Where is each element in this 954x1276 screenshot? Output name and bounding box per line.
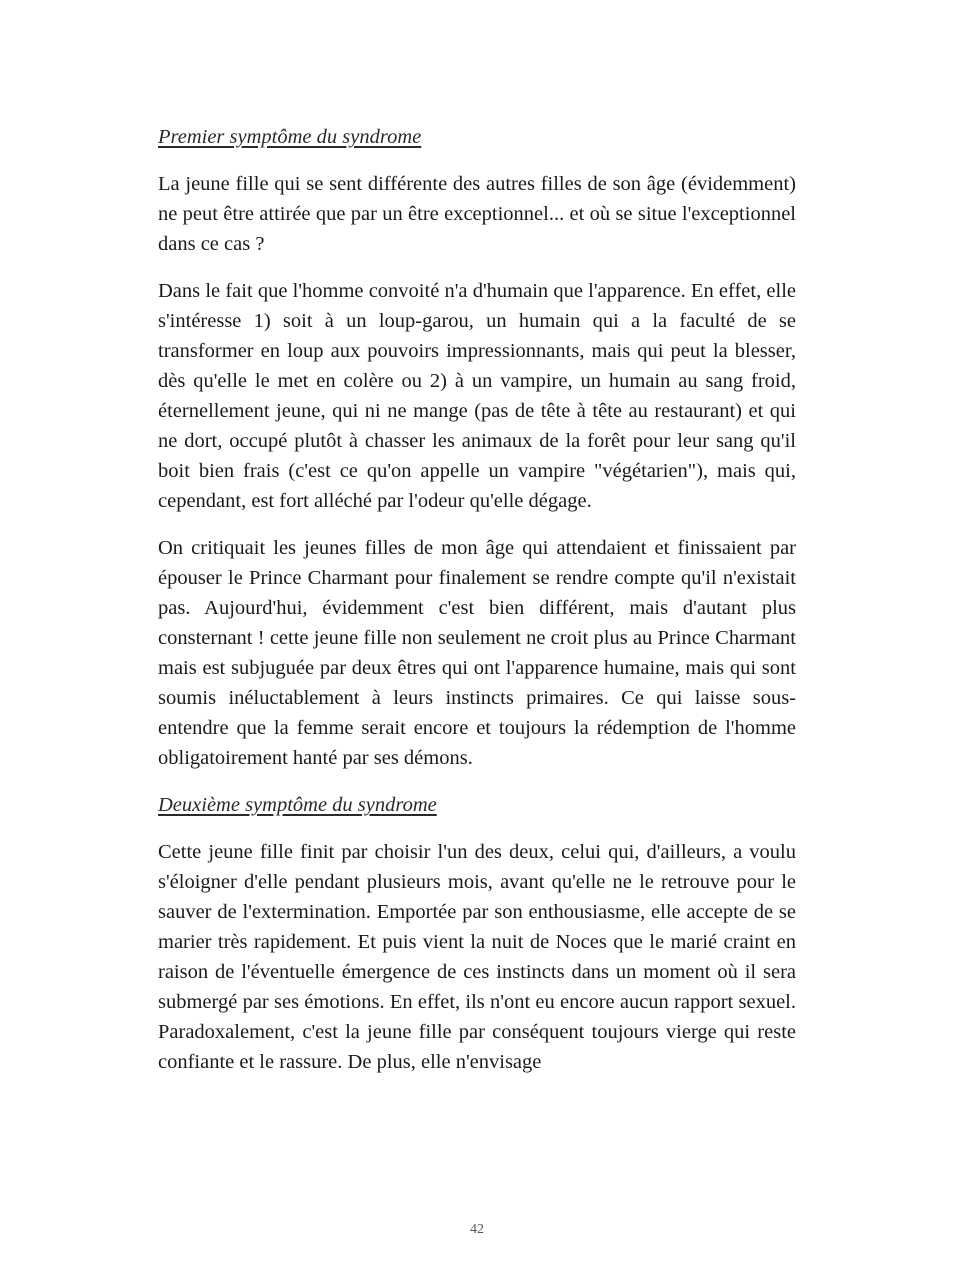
section-heading-premier: Premier symptôme du syndrome <box>158 126 422 148</box>
paragraph: Dans le fait que l'homme convoité n'a d'humain que l'apparence. En effet, elle s'intéresse 1) soit à un loup-garou, un humain qui a la faculté de se transformer en loup aux pouvoirs impressionnants, mais qui peut la blesser, dès qu'elle le met en colère ou 2) à un vampire, un humain au sang froid, éternellement jeune, qui ni ne mange (pas de tête à tête au restaurant) et qui ne dort, occupé plutôt à chasser les animaux de la forêt pour leur sang qu'il boit bien frais (c'est ce qu'on appelle un vampire "végétarien"), mais qui, cependant, est fort alléché par l'odeur qu'elle dégage. <box>158 280 796 512</box>
paragraph: On critiquait les jeunes filles de mon âge qui attendaient et finissaient par épouser le Prince Charmant pour finalement se rendre compte qu'il n'existait pas. Aujourd'hui, évidemment c'est bien différent, mais d'autant plus consternant ! cette jeune fille non seulement ne croit plus au Prince Charmant mais est subjuguée par deux êtres qui ont l'apparence humaine, mais qui sont soumis inéluctablement à leurs instincts primaires. Ce qui laisse sous-entendre que la femme serait encore et toujours la rédemption de l'homme obligatoirement hanté par ses démons. <box>158 537 796 769</box>
page-number: 42 <box>470 1222 484 1237</box>
section-heading-deuxieme: Deuxième symptôme du syndrome <box>158 794 437 816</box>
page-body <box>158 122 796 1094</box>
paragraph: Cette jeune fille finit par choisir l'un des deux, celui qui, d'ailleurs, a voulu s'éloigner d'elle pendant plusieurs mois, avant qu'elle ne le retrouve pour le sauver de l'extermination. Emportée par son enthousiasme, elle accepte de se marier très rapidement. Et puis vient la nuit de Noces que le marié craint en raison de l'éventuelle émergence de ces instincts dans un moment où il sera submergé par ses émotions. En effet, ils n'ont eu encore aucun rapport sexuel. Paradoxalement, c'est la jeune fille par conséquent toujours vierge qui reste confiante et le rassure. De plus, elle n'envisage <box>158 841 796 1073</box>
paragraph: La jeune fille qui se sent différente des autres filles de son âge (évidemment) ne peut être attirée que par un être exceptionnel... et où se situe l'exceptionnel dans ce cas ? <box>158 173 796 255</box>
